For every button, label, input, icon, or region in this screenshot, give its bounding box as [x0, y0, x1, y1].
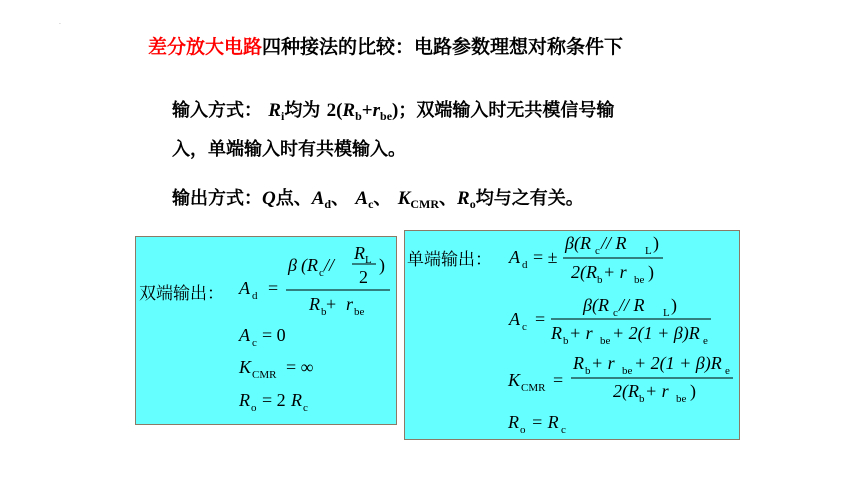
plus-sign: + — [361, 100, 373, 121]
slide-title — [148, 32, 623, 59]
ro-rc-sub: c — [303, 402, 308, 414]
ro-symbol: R — [457, 188, 470, 209]
den-r: r — [346, 294, 354, 314]
s-ad-num-rest: // R — [601, 233, 627, 253]
ri-subscript: i — [280, 109, 285, 123]
title-highlight: 差分放大电路 — [148, 36, 263, 58]
ac-symbol: A — [355, 188, 369, 209]
kcmr-symbol: K — [397, 188, 411, 209]
rb-subscript: b — [355, 109, 362, 123]
s-ad-num-l: L — [645, 245, 652, 257]
s-ac-num-c: c — [613, 307, 618, 319]
s-ad-den-close: ) — [648, 262, 654, 282]
single-ended-label: 单端输出： — [407, 250, 492, 270]
s-ac-den-rest: + 2(1 + β)R — [612, 323, 700, 343]
s-ad-den-plus: + r — [603, 262, 627, 282]
s-ac-den-e: e — [703, 335, 708, 347]
rbe-subscript: be — [380, 109, 393, 123]
s-ac-den: R — [551, 323, 562, 343]
ad-lhs-sub: d — [252, 290, 258, 302]
den-be: be — [354, 306, 365, 318]
kcmr-lhs: K — [239, 357, 252, 377]
num-close: ) — [379, 255, 385, 275]
input-mid-text: 均为 — [284, 100, 321, 121]
s-kcmr-den-be: be — [676, 393, 687, 405]
ac-rhs: = 0 — [262, 325, 286, 345]
ad-lhs: A — [239, 278, 250, 298]
s-kcmr-num-rest: + 2(1 + β)R — [634, 353, 722, 373]
s-kcmr-den-b: b — [639, 393, 645, 405]
single-ended-output-box — [404, 230, 740, 440]
s-ro-lhs-sub: o — [520, 424, 526, 436]
two-open: 2( — [326, 100, 343, 121]
ad-subscript: d — [324, 197, 332, 211]
beta: β — [288, 255, 297, 275]
ac-lhs: A — [239, 325, 250, 345]
den-b: b — [321, 306, 327, 318]
s-ac-num-rest: // R — [619, 295, 645, 315]
s-ro-eq: = R — [531, 412, 559, 432]
single-ended-formulas — [405, 231, 741, 441]
rc-sub: c — [319, 267, 324, 279]
s-kcmr-num-b: b — [585, 365, 591, 377]
ad-eq: = — [268, 278, 279, 298]
ac-lhs-sub: c — [252, 337, 257, 349]
s-kcmr-eq: = — [553, 370, 564, 390]
input-mode-line-2: 入，单端输入时有共模输入。 — [172, 139, 406, 160]
s-ad-num: β(R — [565, 233, 591, 253]
num-open: (R — [301, 255, 318, 275]
kcmr-subscript: CMR — [410, 197, 440, 211]
s-kcmr-den-close: ) — [690, 381, 696, 401]
s-ac-num-l: L — [663, 307, 670, 319]
title-rest: 四种接法的比较：电路参数理想对称条件下 — [262, 36, 624, 58]
s-ac-den-be: be — [600, 335, 611, 347]
output-mode-label: 输出方式： — [172, 188, 262, 209]
parallel: // — [324, 255, 335, 275]
den-plus: + — [326, 294, 337, 314]
ad-symbol: A — [311, 188, 325, 209]
double-ended-output-box — [135, 236, 397, 425]
s-ad-lhs: A — [509, 247, 520, 267]
double-ended-formulas — [136, 237, 398, 426]
s-ad-den: 2(R — [571, 262, 597, 282]
s-kcmr-num-be: be — [622, 365, 633, 377]
s-kcmr-num: R — [573, 353, 584, 373]
s-ad-den-be: be — [634, 274, 645, 286]
s-kcmr-lhs: K — [508, 370, 521, 390]
s-ac-lhs: A — [509, 309, 520, 329]
s-ac-den-b: b — [563, 335, 569, 347]
close-paren: ) — [392, 100, 399, 121]
s-ac-num: β(R — [583, 295, 609, 315]
separator: 、 — [373, 188, 392, 209]
ac-subscript: c — [368, 197, 374, 211]
s-ad-den-b: b — [597, 274, 603, 286]
s-ro-lhs: R — [508, 412, 519, 432]
separator: 、 — [439, 188, 458, 209]
rl: R — [354, 243, 365, 263]
s-kcmr-num-e: e — [725, 365, 730, 377]
rb-symbol: R — [342, 100, 356, 121]
two: 2 — [359, 267, 368, 287]
page-dot: · — [59, 21, 61, 28]
s-ac-num-close: ) — [671, 295, 677, 315]
rbe-symbol: r — [372, 100, 381, 121]
input-suffix-text: ；双端输入时无共模信号输 — [398, 100, 615, 121]
q-point-text: 点、 — [275, 188, 312, 209]
s-ac-den-plus: + r — [569, 323, 593, 343]
s-kcmr-den-plus: + r — [645, 381, 669, 401]
double-ended-label: 双端输出： — [139, 284, 224, 304]
input-mode-label: 输入方式： — [172, 100, 262, 121]
ro-lhs: R — [239, 390, 250, 410]
ro-rc: R — [291, 390, 302, 410]
q-symbol: Q — [262, 188, 276, 209]
output-suffix-text: 均与之有关。 — [475, 188, 584, 209]
s-ac-lhs-sub: c — [522, 321, 527, 333]
den-rb: R — [309, 294, 320, 314]
output-mode-line — [172, 184, 584, 212]
input-mode-line-1 — [172, 96, 614, 124]
s-ac-eq: = — [535, 309, 546, 329]
ro-lhs-sub: o — [251, 402, 257, 414]
s-kcmr-lhs-sub: CMR — [521, 382, 546, 394]
s-kcmr-den: 2(R — [613, 381, 639, 401]
rl-sub: L — [365, 254, 372, 266]
kcmr-lhs-sub: CMR — [252, 369, 277, 381]
s-ro-rhs-sub: c — [561, 424, 566, 436]
s-ad-num-c: c — [595, 245, 600, 257]
ro-subscript: o — [469, 197, 476, 211]
ri-symbol: R — [268, 100, 281, 121]
s-ad-num-close: ) — [653, 233, 659, 253]
s-ad-lhs-sub: d — [522, 259, 528, 271]
s-ad-eq: = ± — [533, 247, 558, 267]
kcmr-rhs: = ∞ — [286, 357, 314, 377]
separator: 、 — [331, 188, 350, 209]
s-kcmr-num-plus: + r — [591, 353, 615, 373]
ro-rhs: = 2 — [262, 390, 286, 410]
